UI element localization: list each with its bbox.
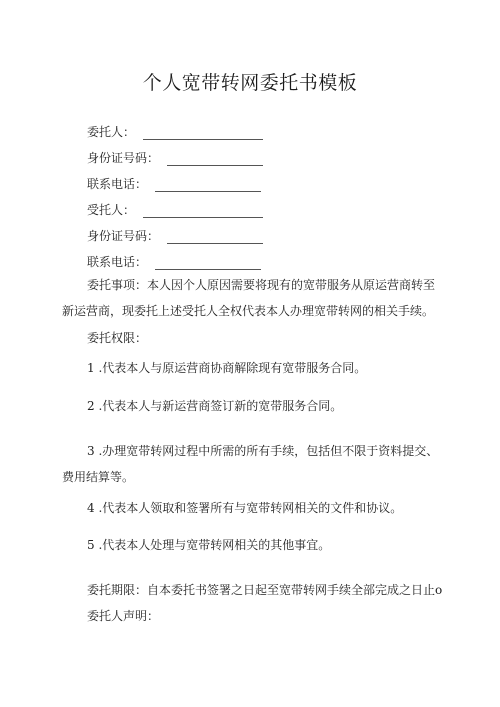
scope-item-1: 1 .代表本人与原运营商协商解除现有宽带服务合同。	[87, 361, 367, 375]
document-title: 个人宽带转网委托书模板	[142, 72, 358, 94]
principal-phone-field	[87, 176, 261, 192]
principal-field	[87, 124, 263, 140]
agent-phone-blank	[155, 257, 261, 270]
scope-heading: 委托权限：	[87, 331, 148, 345]
principal-id-label: 身份证号码：	[87, 151, 160, 165]
scope-item-4: 4 .代表本人领取和签署所有与宽带转网相关的文件和协议。	[87, 501, 403, 515]
scope-item-2: 2 .代表本人与新运营商签订新的宽带服务合同。	[87, 399, 343, 413]
principal-id-field	[87, 150, 263, 166]
scope-item-3: 3 .办理宽带转网过程中所需的所有手续，包括但不限于资料提交、费用结算等。	[62, 444, 439, 484]
scope-item-5: 5 .代表本人处理与宽带转网相关的其他事宜。	[87, 538, 331, 552]
agent-label: 受托人：	[87, 203, 136, 217]
agent-blank	[143, 205, 263, 218]
agent-phone-label: 联系电话：	[87, 255, 148, 269]
principal-phone-blank	[155, 179, 261, 192]
principal-label: 委托人：	[87, 125, 136, 139]
principal-id-blank	[167, 153, 263, 166]
declaration-heading: 委托人声明：	[87, 609, 160, 623]
agent-field	[87, 202, 263, 218]
agent-phone-field	[87, 254, 261, 270]
authorization-period: 委托期限：自本委托书签署之日起至宽带转网手续全部完成之日止o	[87, 583, 443, 597]
agent-id-blank	[167, 231, 263, 244]
principal-blank	[143, 127, 263, 140]
principal-phone-label: 联系电话：	[87, 177, 148, 191]
entrusted-matter-paragraph: 委托事项：本人因个人原因需要将现有的宽带服务从原运营商转至新运营商，现委托上述受托人全权代表本人办理宽带转网的相关手续。	[62, 278, 436, 318]
agent-id-label: 身份证号码：	[87, 229, 160, 243]
agent-id-field	[87, 228, 263, 244]
